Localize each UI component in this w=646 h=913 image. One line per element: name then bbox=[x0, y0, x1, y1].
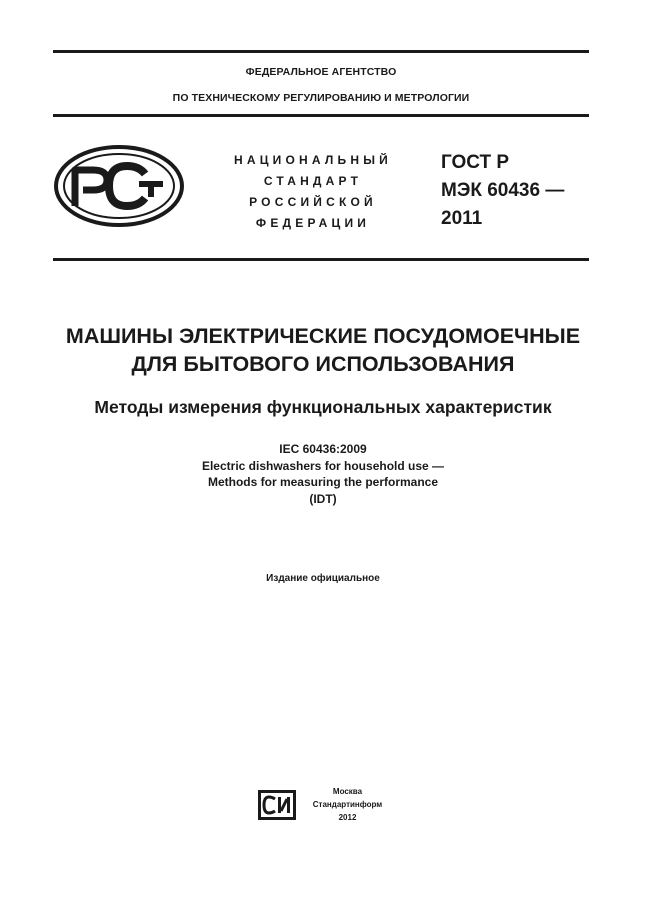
national-standard-line-4: ФЕДЕРАЦИИ bbox=[255, 216, 371, 230]
standartinform-logo-icon bbox=[258, 790, 296, 820]
agency-line-2: ПО ТЕХНИЧЕСКОМУ РЕГУЛИРОВАНИЮ И МЕТРОЛОГИИ bbox=[172, 92, 470, 104]
header-rule bbox=[53, 114, 589, 117]
rst-certification-logo-icon bbox=[53, 144, 185, 228]
top-rule bbox=[53, 50, 589, 53]
publisher-info bbox=[300, 785, 395, 824]
national-standard-line-1: НАЦИОНАЛЬНЫЙ bbox=[233, 153, 393, 167]
publisher-name: Стандартинформ bbox=[312, 800, 383, 809]
iec-title-line-1: Electric dishwashers for household use — bbox=[201, 458, 445, 473]
document-subtitle: Методы измерения функциональных характеристик bbox=[94, 397, 552, 417]
standard-designation bbox=[441, 149, 564, 233]
title-line-1: МАШИНЫ ЭЛЕКТРИЧЕСКИЕ ПОСУДОМОЕЧНЫЕ bbox=[65, 324, 581, 348]
iec-code: IEC 60436:2009 bbox=[279, 442, 367, 456]
iec-title-line-2: Methods for measuring the performance bbox=[207, 475, 439, 489]
designation-line-1: ГОСТ Р bbox=[441, 152, 510, 173]
document-title bbox=[30, 322, 616, 378]
agency-line-1: ФЕДЕРАЛЬНОЕ АГЕНТСТВО bbox=[245, 66, 397, 78]
iec-reference bbox=[30, 441, 616, 507]
national-standard-label bbox=[218, 150, 408, 234]
designation-line-3: 2011 bbox=[441, 208, 483, 229]
title-line-2: ДЛЯ БЫТОВОГО ИСПОЛЬЗОВАНИЯ bbox=[131, 352, 515, 376]
national-standard-line-3: РОССИЙСКОЙ bbox=[249, 195, 377, 209]
section-rule bbox=[53, 258, 589, 261]
publisher-year: 2012 bbox=[338, 813, 357, 822]
national-standard-line-2: СТАНДАРТ bbox=[263, 174, 363, 188]
publisher-city: Москва bbox=[332, 787, 363, 796]
edition-label: Издание официальное bbox=[266, 573, 380, 584]
designation-line-2: МЭК 60436 — bbox=[441, 180, 565, 201]
iec-identity: (IDT) bbox=[309, 491, 337, 506]
